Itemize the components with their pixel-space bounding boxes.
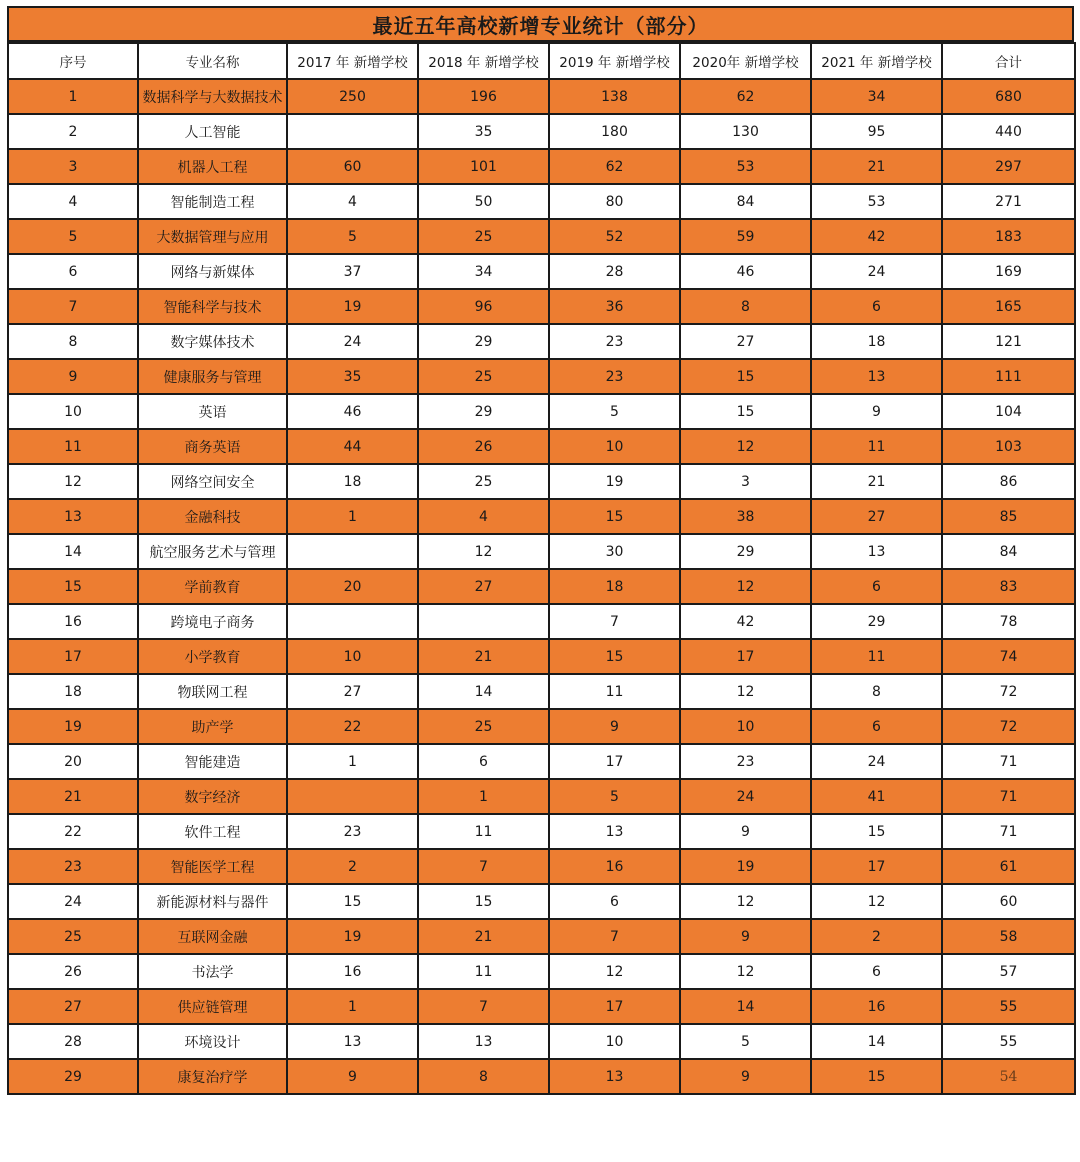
table-row	[8, 254, 1075, 289]
cell-2017: 1	[287, 744, 418, 779]
cell-2018: 101	[418, 149, 549, 184]
table-row	[8, 394, 1075, 429]
cell-2017: 2	[287, 849, 418, 884]
cell-2021: 21	[811, 464, 942, 499]
cell-2020: 12	[680, 569, 811, 604]
cell-total: 85	[942, 499, 1075, 534]
cell-2020: 9	[680, 919, 811, 954]
cell-major-name: 书法学	[138, 954, 287, 989]
cell-total: 183	[942, 219, 1075, 254]
cell-2019: 23	[549, 359, 680, 394]
cell-2017: 27	[287, 674, 418, 709]
cell-2017: 23	[287, 814, 418, 849]
cell-2019: 62	[549, 149, 680, 184]
table-row	[8, 359, 1075, 394]
cell-index: 24	[8, 884, 138, 919]
table-row	[8, 219, 1075, 254]
cell-2018: 25	[418, 709, 549, 744]
cell-2021: 6	[811, 954, 942, 989]
cell-2020: 14	[680, 989, 811, 1024]
cell-2017: 22	[287, 709, 418, 744]
table-row	[8, 569, 1075, 604]
table-row	[8, 919, 1075, 954]
cell-2018: 12	[418, 534, 549, 569]
cell-index: 16	[8, 604, 138, 639]
cell-2019: 7	[549, 919, 680, 954]
cell-index: 27	[8, 989, 138, 1024]
cell-major-name: 智能医学工程	[138, 849, 287, 884]
cell-total: 271	[942, 184, 1075, 219]
cell-total: 58	[942, 919, 1075, 954]
cell-index: 19	[8, 709, 138, 744]
table-title: 最近五年高校新增专业统计（部分）	[7, 6, 1074, 42]
cell-2017: 9	[287, 1059, 418, 1094]
table-row	[8, 324, 1075, 359]
cell-2020: 3	[680, 464, 811, 499]
cell-2018: 7	[418, 989, 549, 1024]
cell-2019: 28	[549, 254, 680, 289]
table-row	[8, 639, 1075, 674]
cell-major-name: 商务英语	[138, 429, 287, 464]
cell-index: 12	[8, 464, 138, 499]
cell-total: 680	[942, 79, 1075, 114]
table-row	[8, 184, 1075, 219]
table-row	[8, 429, 1075, 464]
cell-total: 297	[942, 149, 1075, 184]
cell-2018: 11	[418, 954, 549, 989]
cell-2017: 16	[287, 954, 418, 989]
cell-2018: 96	[418, 289, 549, 324]
cell-2017: 13	[287, 1024, 418, 1059]
cell-major-name: 智能科学与技术	[138, 289, 287, 324]
cell-index: 11	[8, 429, 138, 464]
cell-2019: 80	[549, 184, 680, 219]
cell-total: 86	[942, 464, 1075, 499]
cell-2021: 14	[811, 1024, 942, 1059]
cell-index: 22	[8, 814, 138, 849]
cell-2020: 15	[680, 394, 811, 429]
header-2021: 2021 年 新增学校	[811, 43, 942, 79]
cell-index: 14	[8, 534, 138, 569]
cell-index: 17	[8, 639, 138, 674]
cell-2017: 19	[287, 919, 418, 954]
cell-2020: 12	[680, 954, 811, 989]
cell-2017: 4	[287, 184, 418, 219]
cell-2019: 13	[549, 1059, 680, 1094]
cell-index: 25	[8, 919, 138, 954]
cell-index: 29	[8, 1059, 138, 1094]
table-row	[8, 849, 1075, 884]
cell-total: 61	[942, 849, 1075, 884]
cell-2021: 24	[811, 254, 942, 289]
cell-2021: 8	[811, 674, 942, 709]
cell-major-name: 学前教育	[138, 569, 287, 604]
cell-index: 4	[8, 184, 138, 219]
cell-2017: 19	[287, 289, 418, 324]
cell-2020: 15	[680, 359, 811, 394]
table-row	[8, 1024, 1075, 1059]
cell-2019: 16	[549, 849, 680, 884]
header-2017: 2017 年 新增学校	[287, 43, 418, 79]
cell-2021: 21	[811, 149, 942, 184]
cell-2020: 12	[680, 429, 811, 464]
cell-2020: 62	[680, 79, 811, 114]
cell-index: 13	[8, 499, 138, 534]
spreadsheet	[7, 6, 1074, 1095]
table-row	[8, 779, 1075, 814]
cell-index: 26	[8, 954, 138, 989]
cell-2020: 24	[680, 779, 811, 814]
cell-2018: 34	[418, 254, 549, 289]
table-row	[8, 709, 1075, 744]
cell-2018: 26	[418, 429, 549, 464]
cell-major-name: 大数据管理与应用	[138, 219, 287, 254]
cell-2020: 38	[680, 499, 811, 534]
cell-index: 2	[8, 114, 138, 149]
header-major-name: 专业名称	[138, 43, 287, 79]
cell-major-name: 金融科技	[138, 499, 287, 534]
cell-major-name: 物联网工程	[138, 674, 287, 709]
cell-major-name: 英语	[138, 394, 287, 429]
table-body	[8, 79, 1075, 1094]
cell-2019: 10	[549, 1024, 680, 1059]
cell-total: 83	[942, 569, 1075, 604]
cell-2020: 29	[680, 534, 811, 569]
cell-2017: 20	[287, 569, 418, 604]
header-2018: 2018 年 新增学校	[418, 43, 549, 79]
table-row	[8, 464, 1075, 499]
cell-2018: 15	[418, 884, 549, 919]
cell-total: 71	[942, 744, 1075, 779]
cell-2017: 1	[287, 989, 418, 1024]
cell-2019: 15	[549, 639, 680, 674]
cell-total: 72	[942, 709, 1075, 744]
cell-2020: 130	[680, 114, 811, 149]
header-2020: 2020年 新增学校	[680, 43, 811, 79]
cell-index: 10	[8, 394, 138, 429]
cell-major-name: 小学教育	[138, 639, 287, 674]
cell-2018: 29	[418, 394, 549, 429]
cell-2017: 60	[287, 149, 418, 184]
cell-2020: 46	[680, 254, 811, 289]
cell-2019: 12	[549, 954, 680, 989]
cell-total: 121	[942, 324, 1075, 359]
cell-2018: 25	[418, 219, 549, 254]
cell-major-name: 新能源材料与器件	[138, 884, 287, 919]
cell-2019: 17	[549, 989, 680, 1024]
cell-2020: 12	[680, 884, 811, 919]
cell-major-name: 人工智能	[138, 114, 287, 149]
cell-2020: 10	[680, 709, 811, 744]
header-total: 合计	[942, 43, 1075, 79]
cell-2017	[287, 114, 418, 149]
cell-index: 28	[8, 1024, 138, 1059]
cell-index: 7	[8, 289, 138, 324]
cell-major-name: 智能制造工程	[138, 184, 287, 219]
cell-2021: 11	[811, 429, 942, 464]
cell-2020: 53	[680, 149, 811, 184]
statistics-table	[7, 42, 1076, 1095]
cell-2018: 8	[418, 1059, 549, 1094]
cell-index: 1	[8, 79, 138, 114]
cell-2019: 5	[549, 394, 680, 429]
cell-2019: 15	[549, 499, 680, 534]
header-index: 序号	[8, 43, 138, 79]
cell-index: 23	[8, 849, 138, 884]
cell-2019: 36	[549, 289, 680, 324]
cell-2021: 13	[811, 534, 942, 569]
table-row	[8, 114, 1075, 149]
cell-2017: 46	[287, 394, 418, 429]
cell-2019: 18	[549, 569, 680, 604]
cell-2017: 1	[287, 499, 418, 534]
cell-2018: 29	[418, 324, 549, 359]
cell-2020: 5	[680, 1024, 811, 1059]
cell-2020: 27	[680, 324, 811, 359]
cell-2021: 2	[811, 919, 942, 954]
table-row	[8, 744, 1075, 779]
cell-2018: 35	[418, 114, 549, 149]
cell-2017: 24	[287, 324, 418, 359]
cell-2020: 23	[680, 744, 811, 779]
cell-total: 54	[942, 1059, 1075, 1094]
cell-2017: 18	[287, 464, 418, 499]
cell-total: 103	[942, 429, 1075, 464]
cell-major-name: 康复治疗学	[138, 1059, 287, 1094]
table-row	[8, 79, 1075, 114]
cell-major-name: 供应链管理	[138, 989, 287, 1024]
table-row	[8, 674, 1075, 709]
cell-index: 5	[8, 219, 138, 254]
table-row	[8, 814, 1075, 849]
cell-major-name: 网络空间安全	[138, 464, 287, 499]
cell-major-name: 机器人工程	[138, 149, 287, 184]
cell-total: 71	[942, 779, 1075, 814]
cell-2021: 13	[811, 359, 942, 394]
cell-2019: 7	[549, 604, 680, 639]
cell-2017: 15	[287, 884, 418, 919]
cell-2019: 19	[549, 464, 680, 499]
cell-2018	[418, 604, 549, 639]
cell-major-name: 数字媒体技术	[138, 324, 287, 359]
cell-2021: 95	[811, 114, 942, 149]
cell-2020: 12	[680, 674, 811, 709]
cell-2019: 30	[549, 534, 680, 569]
cell-2021: 18	[811, 324, 942, 359]
cell-2018: 27	[418, 569, 549, 604]
table-row	[8, 954, 1075, 989]
cell-2019: 6	[549, 884, 680, 919]
cell-total: 440	[942, 114, 1075, 149]
cell-2018: 50	[418, 184, 549, 219]
cell-2021: 53	[811, 184, 942, 219]
table-row	[8, 884, 1075, 919]
cell-2017: 35	[287, 359, 418, 394]
table-row	[8, 149, 1075, 184]
cell-total: 84	[942, 534, 1075, 569]
cell-2018: 1	[418, 779, 549, 814]
cell-2021: 17	[811, 849, 942, 884]
cell-2021: 27	[811, 499, 942, 534]
cell-2019: 13	[549, 814, 680, 849]
cell-index: 8	[8, 324, 138, 359]
cell-2020: 42	[680, 604, 811, 639]
cell-major-name: 环境设计	[138, 1024, 287, 1059]
header-2019: 2019 年 新增学校	[549, 43, 680, 79]
cell-2021: 15	[811, 814, 942, 849]
cell-2021: 6	[811, 709, 942, 744]
cell-2020: 9	[680, 814, 811, 849]
cell-total: 60	[942, 884, 1075, 919]
cell-2018: 6	[418, 744, 549, 779]
cell-2017	[287, 779, 418, 814]
cell-2018: 14	[418, 674, 549, 709]
cell-2017	[287, 604, 418, 639]
table-row	[8, 499, 1075, 534]
table-row	[8, 989, 1075, 1024]
cell-major-name: 数字经济	[138, 779, 287, 814]
cell-2017: 250	[287, 79, 418, 114]
cell-2018: 21	[418, 639, 549, 674]
cell-2019: 180	[549, 114, 680, 149]
cell-index: 21	[8, 779, 138, 814]
cell-index: 6	[8, 254, 138, 289]
cell-2017: 44	[287, 429, 418, 464]
cell-total: 74	[942, 639, 1075, 674]
table-row	[8, 289, 1075, 324]
cell-2019: 17	[549, 744, 680, 779]
cell-2018: 4	[418, 499, 549, 534]
cell-2019: 138	[549, 79, 680, 114]
cell-2020: 17	[680, 639, 811, 674]
cell-2018: 7	[418, 849, 549, 884]
cell-2018: 25	[418, 464, 549, 499]
cell-total: 55	[942, 989, 1075, 1024]
header-row	[8, 43, 1075, 79]
cell-2018: 196	[418, 79, 549, 114]
cell-2021: 42	[811, 219, 942, 254]
cell-2021: 24	[811, 744, 942, 779]
cell-total: 165	[942, 289, 1075, 324]
table-row	[8, 1059, 1075, 1094]
cell-major-name: 航空服务艺术与管理	[138, 534, 287, 569]
cell-2020: 9	[680, 1059, 811, 1094]
cell-2017	[287, 534, 418, 569]
cell-total: 57	[942, 954, 1075, 989]
cell-total: 72	[942, 674, 1075, 709]
cell-index: 3	[8, 149, 138, 184]
cell-total: 111	[942, 359, 1075, 394]
cell-2019: 9	[549, 709, 680, 744]
cell-2021: 12	[811, 884, 942, 919]
cell-2019: 10	[549, 429, 680, 464]
cell-total: 55	[942, 1024, 1075, 1059]
cell-2018: 11	[418, 814, 549, 849]
cell-total: 71	[942, 814, 1075, 849]
cell-major-name: 助产学	[138, 709, 287, 744]
cell-index: 15	[8, 569, 138, 604]
cell-2021: 16	[811, 989, 942, 1024]
cell-major-name: 互联网金融	[138, 919, 287, 954]
cell-major-name: 软件工程	[138, 814, 287, 849]
cell-2021: 41	[811, 779, 942, 814]
cell-major-name: 健康服务与管理	[138, 359, 287, 394]
cell-2019: 52	[549, 219, 680, 254]
cell-2018: 21	[418, 919, 549, 954]
cell-total: 169	[942, 254, 1075, 289]
table-row	[8, 534, 1075, 569]
cell-2017: 10	[287, 639, 418, 674]
cell-total: 78	[942, 604, 1075, 639]
cell-2020: 84	[680, 184, 811, 219]
cell-2021: 6	[811, 569, 942, 604]
cell-2020: 19	[680, 849, 811, 884]
cell-2020: 8	[680, 289, 811, 324]
cell-2021: 6	[811, 289, 942, 324]
table-row	[8, 604, 1075, 639]
cell-2021: 29	[811, 604, 942, 639]
cell-major-name: 跨境电子商务	[138, 604, 287, 639]
cell-major-name: 网络与新媒体	[138, 254, 287, 289]
cell-major-name: 智能建造	[138, 744, 287, 779]
cell-index: 9	[8, 359, 138, 394]
cell-2018: 25	[418, 359, 549, 394]
cell-index: 20	[8, 744, 138, 779]
cell-2019: 23	[549, 324, 680, 359]
cell-2021: 11	[811, 639, 942, 674]
cell-2020: 59	[680, 219, 811, 254]
cell-2017: 37	[287, 254, 418, 289]
cell-total: 104	[942, 394, 1075, 429]
cell-2019: 5	[549, 779, 680, 814]
cell-index: 18	[8, 674, 138, 709]
cell-2018: 13	[418, 1024, 549, 1059]
cell-2021: 34	[811, 79, 942, 114]
cell-2021: 15	[811, 1059, 942, 1094]
cell-major-name: 数据科学与大数据技术	[138, 79, 287, 114]
cell-2021: 9	[811, 394, 942, 429]
cell-2019: 11	[549, 674, 680, 709]
cell-2017: 5	[287, 219, 418, 254]
